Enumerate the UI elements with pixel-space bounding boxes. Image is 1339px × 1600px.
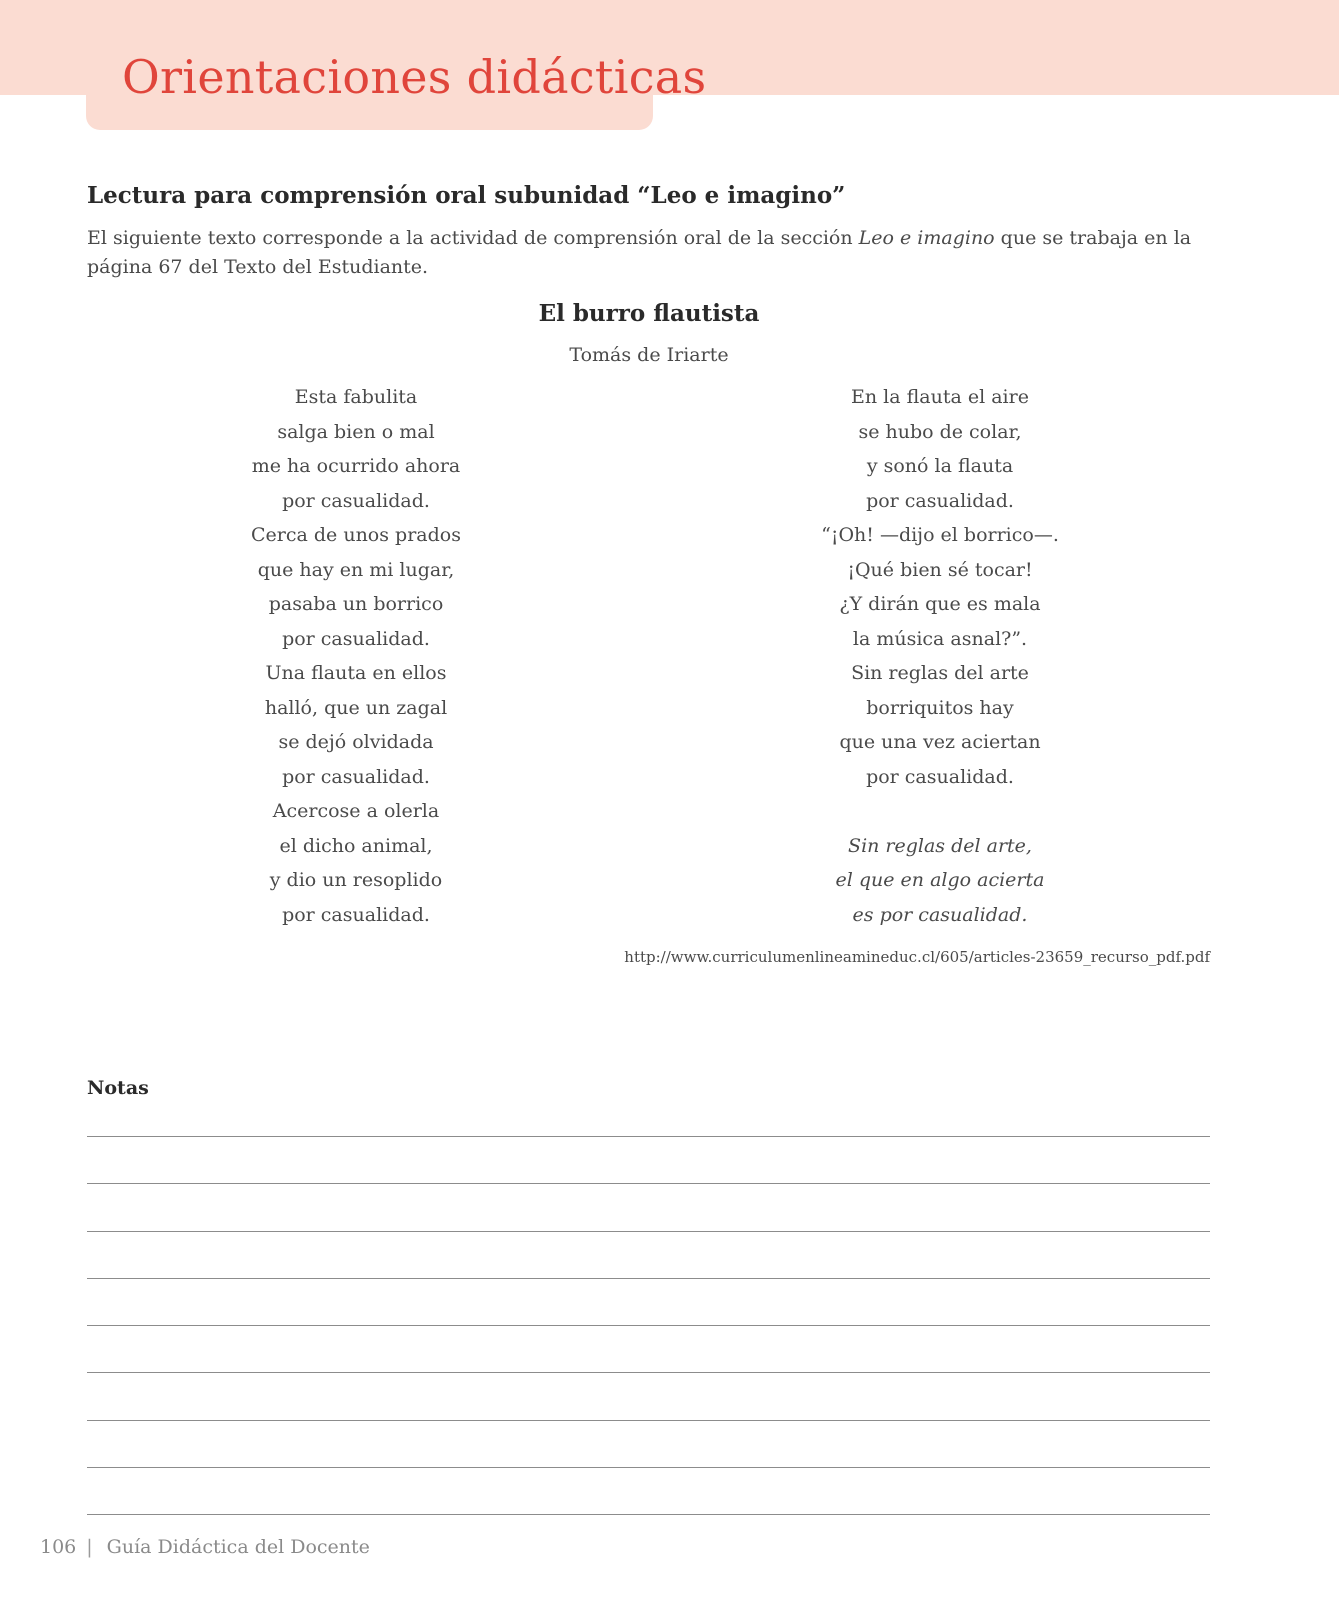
poem-line: por casualidad. xyxy=(866,765,1014,788)
poem-line: pasaba un borrico xyxy=(268,593,444,615)
poem-line: Cerca de unos prados xyxy=(251,524,461,546)
poem-line: por casualidad. xyxy=(282,765,430,788)
poem-line: que una vez aciertan xyxy=(839,731,1041,753)
source-url: http://www.curriculumenlineamineduc.cl/605/articles-23659_recurso_pdf.pdf xyxy=(624,948,1210,966)
poem-line: por casualidad. xyxy=(866,489,1014,512)
poem-line: me ha ocurrido ahora xyxy=(251,455,461,477)
poem-line: por casualidad. xyxy=(282,489,430,512)
intro-text-start: El siguiente texto corresponde a la actividad de comprensión oral de la sección xyxy=(87,227,859,249)
intro-paragraph xyxy=(87,224,1217,282)
poem-line: se hubo de colar, xyxy=(858,420,1022,443)
poem-line: borriquitos hay xyxy=(866,696,1014,719)
poem-line: salga bien o mal xyxy=(277,420,435,443)
note-line xyxy=(87,1183,1210,1184)
poem-line: que hay en mi lugar, xyxy=(257,558,455,581)
note-line xyxy=(87,1420,1210,1421)
note-line xyxy=(87,1136,1210,1137)
poem-line: ¿Y dirán que es mala xyxy=(839,593,1041,615)
page-number: 106 xyxy=(40,1536,77,1558)
poem-line: Sin reglas del arte, xyxy=(848,834,1032,857)
note-line xyxy=(87,1231,1210,1232)
poem-column-left xyxy=(156,380,556,932)
poem-line: Esta fabulita xyxy=(294,386,418,408)
page-title: Orientaciones didácticas xyxy=(122,50,707,104)
poem-line: la música asnal?”. xyxy=(852,627,1028,650)
poem-line: se dejó olvidada xyxy=(278,731,434,753)
poem-line: el que en algo acierta xyxy=(835,869,1045,891)
poem-title: El burro flautista xyxy=(538,300,760,327)
page-footer xyxy=(40,1536,370,1558)
section-heading: Lectura para comprensión oral subunidad “Leo e imagino” xyxy=(87,182,846,209)
poem-line: el dicho animal, xyxy=(279,834,433,857)
poem-column-right xyxy=(740,380,1140,932)
poem-line: por casualidad. xyxy=(282,627,430,650)
poem-line: y dio un resoplido xyxy=(269,869,443,891)
note-line xyxy=(87,1325,1210,1326)
note-line xyxy=(87,1467,1210,1468)
poem-line: es por casualidad. xyxy=(852,903,1028,926)
poem-line: En la flauta el aire xyxy=(851,386,1029,408)
intro-text-end: que se trabaja en la página 67 del Texto del Estudiante. xyxy=(87,227,1192,278)
poem-line: halló, que un zagal xyxy=(264,696,448,719)
poem-author: Tomás de Iriarte xyxy=(569,344,729,366)
poem-line: ¡Qué bien sé tocar! xyxy=(847,558,1033,581)
poem-stanza-gap xyxy=(740,794,1140,829)
guide-title: Guía Didáctica del Docente xyxy=(106,1536,370,1558)
poem-line: Sin reglas del arte xyxy=(851,662,1029,684)
notes-label: Notas xyxy=(87,1077,149,1099)
note-line xyxy=(87,1372,1210,1373)
note-line xyxy=(87,1278,1210,1279)
footer-separator: | xyxy=(86,1536,93,1558)
note-line xyxy=(87,1514,1210,1515)
poem-line: y sonó la flauta xyxy=(866,455,1014,477)
poem-line: Acercose a olerla xyxy=(272,800,440,822)
poem-line: Una flauta en ellos xyxy=(265,662,447,684)
poem-line: por casualidad. xyxy=(282,903,430,926)
intro-section-name: Leo e imagino xyxy=(858,227,995,249)
poem-line: “¡Oh! —dijo el borrico—. xyxy=(821,524,1059,546)
